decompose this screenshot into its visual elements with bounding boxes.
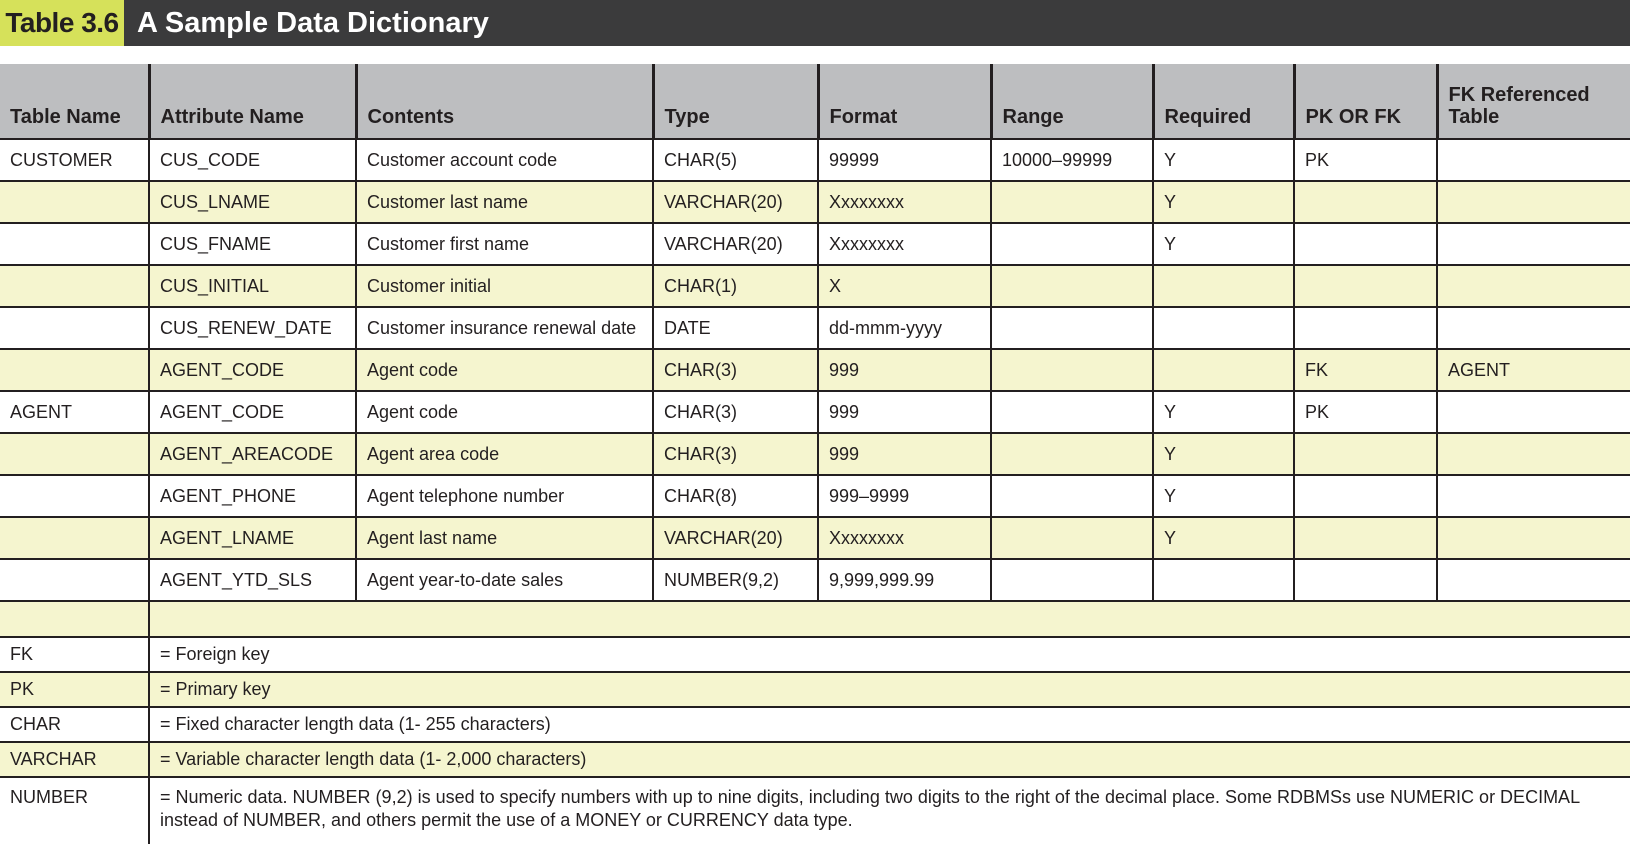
table-cell xyxy=(0,223,149,265)
table-cell xyxy=(991,349,1153,391)
table-cell xyxy=(1437,181,1630,223)
table-cell xyxy=(1437,433,1630,475)
legend-row xyxy=(0,707,1630,742)
table-cell xyxy=(1437,139,1630,181)
table-cell: Y xyxy=(1153,223,1294,265)
table-cell: Xxxxxxxx xyxy=(818,181,991,223)
table-cell: VARCHAR(20) xyxy=(653,517,818,559)
table-cell: 999 xyxy=(818,391,991,433)
table-row xyxy=(0,139,1630,181)
column-header: PK OR FK xyxy=(1294,64,1437,139)
table-cell xyxy=(1294,517,1437,559)
table-cell xyxy=(1153,559,1294,601)
table-cell: CHAR(1) xyxy=(653,265,818,307)
legend-definition: = Fixed character length data (1- 255 characters) xyxy=(149,707,1630,742)
legend-row xyxy=(0,742,1630,777)
table-cell xyxy=(0,181,149,223)
table-cell: AGENT_AREACODE xyxy=(149,433,356,475)
legend-row xyxy=(0,672,1630,707)
table-cell: NUMBER(9,2) xyxy=(653,559,818,601)
table-cell xyxy=(1294,433,1437,475)
table-cell: CUS_CODE xyxy=(149,139,356,181)
table-cell: AGENT_YTD_SLS xyxy=(149,559,356,601)
legend-definition: = Foreign key xyxy=(149,637,1630,672)
table-cell: CUS_RENEW_DATE xyxy=(149,307,356,349)
table-cell: CUSTOMER xyxy=(0,139,149,181)
table-cell: AGENT_CODE xyxy=(149,349,356,391)
table-cell xyxy=(1437,559,1630,601)
table-cell xyxy=(1294,307,1437,349)
legend-definition: = Primary key xyxy=(149,672,1630,707)
table-cell: X xyxy=(818,265,991,307)
table-cell: AGENT_PHONE xyxy=(149,475,356,517)
legend-spacer-row xyxy=(0,601,1630,637)
legend-term: PK xyxy=(0,672,149,707)
table-title-bar xyxy=(0,0,1630,46)
column-header: Required xyxy=(1153,64,1294,139)
table-cell: Customer first name xyxy=(356,223,653,265)
table-cell: Agent code xyxy=(356,349,653,391)
table-cell: AGENT xyxy=(0,391,149,433)
table-cell: CHAR(3) xyxy=(653,349,818,391)
table-cell xyxy=(991,559,1153,601)
table-cell: Agent year-to-date sales xyxy=(356,559,653,601)
table-cell: Y xyxy=(1153,391,1294,433)
legend-term: NUMBER xyxy=(0,777,149,844)
table-cell xyxy=(0,559,149,601)
table-cell: Agent telephone number xyxy=(356,475,653,517)
table-cell xyxy=(991,307,1153,349)
table-cell xyxy=(1294,181,1437,223)
table-cell xyxy=(991,223,1153,265)
table-cell: CHAR(3) xyxy=(653,433,818,475)
table-cell xyxy=(1294,475,1437,517)
table-cell: Agent area code xyxy=(356,433,653,475)
table-cell: CUS_LNAME xyxy=(149,181,356,223)
table-cell xyxy=(1437,265,1630,307)
table-cell xyxy=(1437,307,1630,349)
table-cell xyxy=(1153,349,1294,391)
table-cell xyxy=(1437,517,1630,559)
table-cell: Customer last name xyxy=(356,181,653,223)
table-cell: Customer initial xyxy=(356,265,653,307)
table-cell: CHAR(3) xyxy=(653,391,818,433)
legend-row xyxy=(0,777,1630,844)
table-row xyxy=(0,181,1630,223)
table-cell: AGENT_LNAME xyxy=(149,517,356,559)
table-cell: Xxxxxxxx xyxy=(818,223,991,265)
table-cell: 9,999,999.99 xyxy=(818,559,991,601)
table-cell: AGENT_CODE xyxy=(149,391,356,433)
table-row xyxy=(0,391,1630,433)
spacer-cell xyxy=(0,601,149,637)
table-cell: Y xyxy=(1153,181,1294,223)
table-cell: AGENT xyxy=(1437,349,1630,391)
table-cell xyxy=(991,517,1153,559)
table-cell: VARCHAR(20) xyxy=(653,181,818,223)
column-header: Contents xyxy=(356,64,653,139)
table-cell: 999–9999 xyxy=(818,475,991,517)
table-cell: 10000–99999 xyxy=(991,139,1153,181)
table-cell: PK xyxy=(1294,391,1437,433)
table-cell: CUS_INITIAL xyxy=(149,265,356,307)
table-cell xyxy=(991,433,1153,475)
spacer-cell xyxy=(149,601,1630,637)
column-header: Range xyxy=(991,64,1153,139)
table-row xyxy=(0,223,1630,265)
table-row xyxy=(0,307,1630,349)
table-cell: CHAR(5) xyxy=(653,139,818,181)
table-cell: Y xyxy=(1153,517,1294,559)
column-header: Attribute Name xyxy=(149,64,356,139)
table-cell xyxy=(991,391,1153,433)
table-cell: PK xyxy=(1294,139,1437,181)
table-cell: VARCHAR(20) xyxy=(653,223,818,265)
table-cell xyxy=(1294,559,1437,601)
legend-definition: = Variable character length data (1- 2,000 characters) xyxy=(149,742,1630,777)
table-cell xyxy=(991,475,1153,517)
table-cell: Customer account code xyxy=(356,139,653,181)
table-cell: Xxxxxxxx xyxy=(818,517,991,559)
table-row xyxy=(0,559,1630,601)
column-header: FK Referenced Table xyxy=(1437,64,1630,139)
table-cell xyxy=(1153,307,1294,349)
table-cell xyxy=(1294,223,1437,265)
table-cell xyxy=(0,517,149,559)
table-cell: Y xyxy=(1153,475,1294,517)
table-cell xyxy=(1294,265,1437,307)
column-header: Table Name xyxy=(0,64,149,139)
legend-term: CHAR xyxy=(0,707,149,742)
table-cell: CHAR(8) xyxy=(653,475,818,517)
table-cell xyxy=(991,265,1153,307)
table-number-tag: Table 3.6 xyxy=(0,0,124,46)
table-cell: Y xyxy=(1153,139,1294,181)
table-cell: CUS_FNAME xyxy=(149,223,356,265)
table-body xyxy=(0,139,1630,601)
table-cell xyxy=(1153,265,1294,307)
data-dictionary-table xyxy=(0,64,1630,844)
table-cell xyxy=(0,307,149,349)
legend-definition: = Numeric data. NUMBER (9,2) is used to specify numbers with up to nine digits, including two digits to the right of the decimal place. Some RDBMSs use NUMERIC or DECIMAL instead of NUMBER, and others permit the use of a MONEY or CURRENCY data type. xyxy=(149,777,1630,844)
table-row xyxy=(0,517,1630,559)
table-cell: 999 xyxy=(818,433,991,475)
table-cell: Agent code xyxy=(356,391,653,433)
table-cell xyxy=(1437,475,1630,517)
table-cell: dd-mmm-yyyy xyxy=(818,307,991,349)
legend-body xyxy=(0,601,1630,844)
table-cell: Customer insurance renewal date xyxy=(356,307,653,349)
table-cell xyxy=(1437,223,1630,265)
table-row xyxy=(0,349,1630,391)
table-row xyxy=(0,433,1630,475)
table-cell: 999 xyxy=(818,349,991,391)
table-title: A Sample Data Dictionary xyxy=(137,7,489,39)
legend-row xyxy=(0,637,1630,672)
column-header: Format xyxy=(818,64,991,139)
table-cell xyxy=(991,181,1153,223)
table-cell xyxy=(0,265,149,307)
legend-term: VARCHAR xyxy=(0,742,149,777)
column-header: Type xyxy=(653,64,818,139)
table-cell: Y xyxy=(1153,433,1294,475)
table-cell: FK xyxy=(1294,349,1437,391)
header-row xyxy=(0,64,1630,139)
table-cell: 99999 xyxy=(818,139,991,181)
table-row xyxy=(0,475,1630,517)
table-cell xyxy=(1437,391,1630,433)
legend-term: FK xyxy=(0,637,149,672)
table-row xyxy=(0,265,1630,307)
table-cell xyxy=(0,433,149,475)
table-cell xyxy=(0,475,149,517)
table-cell: Agent last name xyxy=(356,517,653,559)
table-cell: DATE xyxy=(653,307,818,349)
table-cell xyxy=(0,349,149,391)
